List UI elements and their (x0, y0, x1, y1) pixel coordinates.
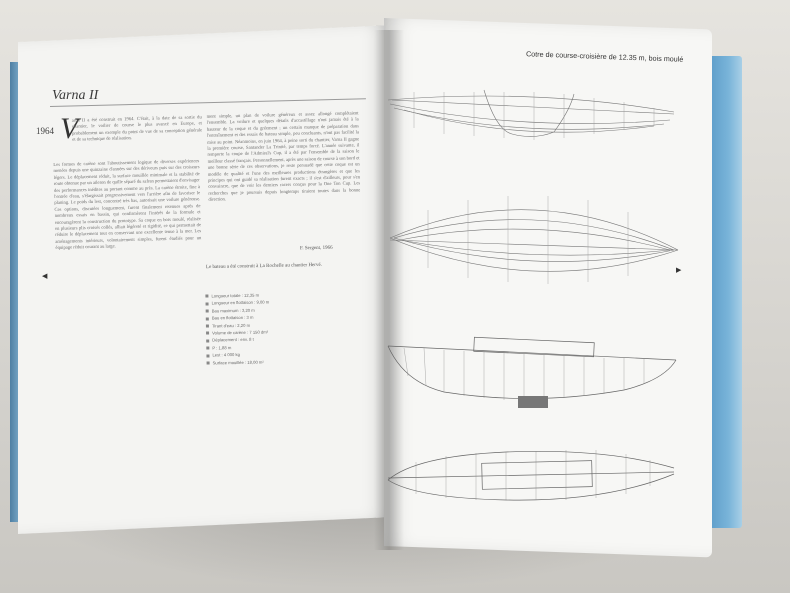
hull-profile-lines-drawing (384, 70, 684, 160)
left-triangle-icon: ◀ (42, 272, 48, 280)
bullet-icon (206, 332, 209, 335)
specs-list (205, 291, 270, 366)
bullet-icon (206, 302, 209, 305)
construction-profile-drawing (384, 336, 684, 416)
bullet-icon (206, 354, 209, 357)
book-cover-edge-right (708, 56, 742, 528)
drawing-title: Cotre de course-croisière de 12.35 m, bois moulé (525, 49, 684, 64)
bullet-icon (206, 310, 209, 313)
page-title: Varna II (52, 88, 99, 103)
spec-text: Surface mouillée : 18,00 m² (212, 359, 264, 366)
spec-text: Volume de carène : 7 150 dm³ (212, 329, 269, 336)
spec-row (207, 358, 271, 367)
bullet-icon (207, 362, 210, 365)
spec-text: Tirant d'eau : 2,20 m (211, 322, 251, 329)
spec-text: Bau maximum : 3,20 m (211, 307, 255, 314)
body-column-1: Les formes de carène sont l'aboutissement logique de diverses expériences menées depuis une quinzaine d'années sur des dériveurs puis sur des croiseurs légers. Le déplacement réduit, la surface mouillée minimale et la stabilité de route obtenue par un aileron de quille séparé du safran permettaient d'envisager des performances inédites au portant comme au près. La carène étroite, fine à l'entrée d'eau, s'élargissait progressivement vers l'arrière afin de favoriser le planing. Le poids du lest, concentré très bas, autorisait une voilure généreuse. Ces options, discutées longuement, furent finalement retenues après de nombreux essais en bassin, qui confirmèrent l'intérêt de la formule et encouragèrent la construction du prototype. Sa coque en bois moulé, réalisée en plusieurs plis croisés collés, alliait légèreté et rigidité, ce qui permettait de réduire le déplacement tout en conservant une excellente tenue à la mer. Les aménagements intérieurs, volontairement simples, furent étudiés pour un équipage réduit courant au large. (53, 158, 202, 251)
drop-cap: V (60, 112, 79, 145)
bullet-icon (206, 347, 209, 350)
construction-plan-drawing (386, 440, 682, 508)
bullet-icon (206, 317, 209, 320)
bullet-icon (206, 339, 209, 342)
spec-text: Longueur en flottaison : 9,00 m (211, 299, 270, 306)
year-label: 1964 (36, 126, 54, 136)
hull-plan-lines-drawing (388, 180, 684, 290)
bullet-icon (205, 295, 208, 298)
spec-text: Déplacement : env. 8 t (212, 337, 254, 343)
body-column-2: ment simple, un plan de voilure généreux et assez allongé complétaient l'ensemble. La voilure et quelques détails d'accastillage n'ont jamais été à la hauteur de la coque et du gréement ; un certain manque de préparation dans l'entraînement et des essais de bateau simple, peu concluants, n'ont pas facilité la mise au point. Néanmoins, en juin 1964, à peine sorti du chantier, Varna II gagne la première course, Santander La Trinité, par temps forcé. L'année suivante, il remporte la coupe de l'Admiral's Cup, il a été par l'ensemble de la saison le meilleur classé français. Personnellement, après une saison de course à son bord et une bonne série de ces observations, je reste persuadé que cette coque est un modèle de qualité et l'une des meilleures productions étrangères et que les principes qui ont guidé sa réalisation furent exacts ; il s'est d'ailleurs, pour s'en convaincre, que de voir les derniers racers conçus pour la One Ton Cup. Les recherches que je poursuis depuis longtemps tiraient toutes dans la bonne direction. (206, 110, 361, 202)
spec-text: Lest : 4 000 kg (212, 352, 240, 358)
intro-paragraph: arna II a été construit en 1964. C'était, à la date de sa sortie du chantier, le voilier de course le plus avancé en Europe, et probablement un exemple du point de vue de sa conception générale et de sa technique de réalisation. (71, 114, 203, 142)
spec-text: P : 1,88 m (212, 344, 232, 351)
bullet-icon (206, 325, 209, 328)
spec-text: Bau en flottaison : 3 m (211, 314, 254, 321)
spec-text: Longueur totale : 12,35 m (211, 292, 260, 299)
right-triangle-icon: ▶ (676, 266, 682, 274)
builder-credit: Le bateau a été construit à La Rochelle au chantier Hervé. (205, 262, 322, 271)
author-signature: F. Sergent, 1966 (299, 245, 333, 252)
